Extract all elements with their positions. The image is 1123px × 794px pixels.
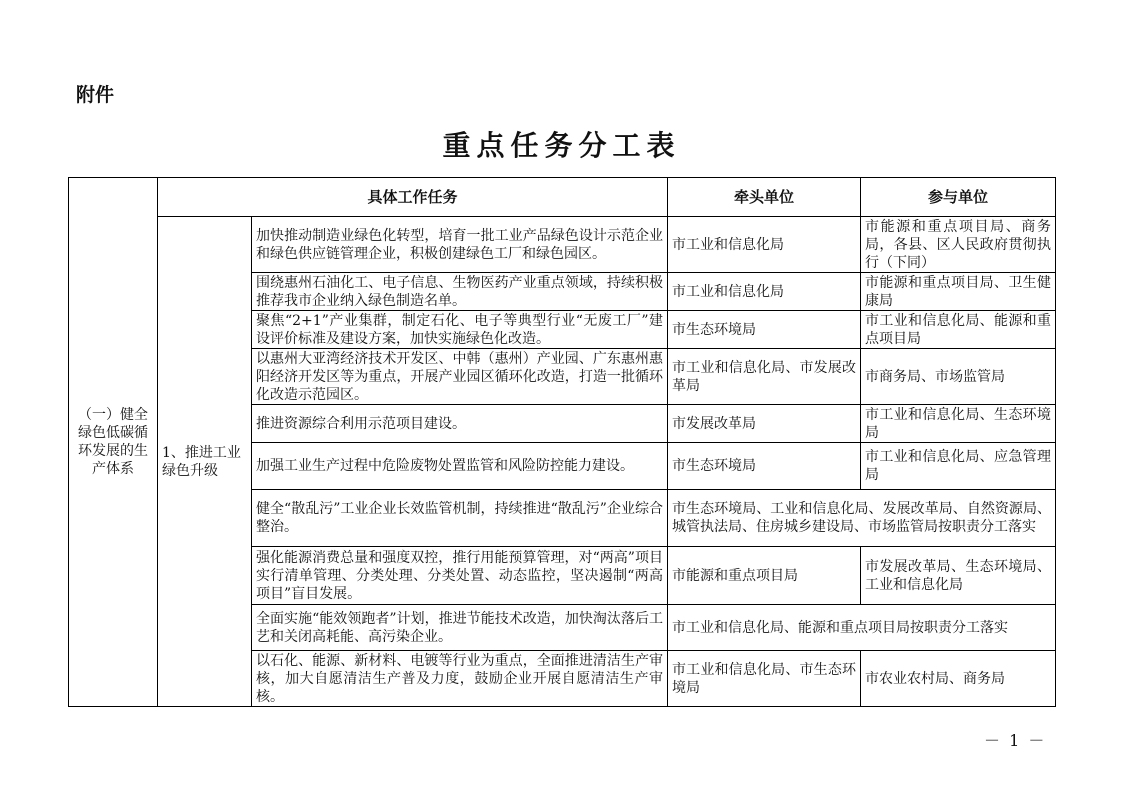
task-cell: 围绕惠州石油化工、电子信息、生物医药产业重点领域，持续积极推荐我市企业纳入绿色制造名单。 bbox=[252, 273, 668, 311]
header-row bbox=[69, 178, 1056, 217]
task-cell: 加快推动制造业绿色化转型，培育一批工业产品绿色设计示范企业和绿色供应链管理企业，积极创建绿色工厂和绿色园区。 bbox=[252, 217, 668, 273]
participate-cell: 市能源和重点项目局、商务局，各县、区人民政府贯彻执行（下同） bbox=[861, 217, 1056, 273]
task-cell: 推进资源综合利用示范项目建设。 bbox=[252, 405, 668, 443]
lead-cell: 市能源和重点项目局 bbox=[668, 547, 861, 605]
header-lead: 牵头单位 bbox=[668, 178, 861, 217]
lead-cell: 市工业和信息化局、市发展改革局 bbox=[668, 349, 861, 405]
task-table bbox=[68, 177, 1056, 707]
task-cell: 以惠州大亚湾经济技术开发区、中韩（惠州）产业园、广东惠州惠阳经济开发区等为重点，开展产业园区循环化改造，打造一批循环化改造示范园区。 bbox=[252, 349, 668, 405]
task-cell: 聚焦“2+1”产业集群，制定石化、电子等典型行业“无废工厂”建设评价标准及建设方案，加快实施绿色化改造。 bbox=[252, 311, 668, 349]
page-title: 重点任务分工表 bbox=[442, 129, 681, 162]
table-row bbox=[69, 217, 1056, 273]
lead-cell: 市工业和信息化局、市生态环境局 bbox=[668, 651, 861, 707]
task-cell: 加强工业生产过程中危险废物处置监管和风险防控能力建设。 bbox=[252, 443, 668, 490]
header-task: 具体工作任务 bbox=[158, 178, 668, 217]
subcategory-cell: 1、推进工业绿色升级 bbox=[158, 217, 252, 707]
task-cell: 以石化、能源、新材料、电镀等行业为重点，全面推进清洁生产审核，加大自愿清洁生产普及力度，鼓励企业开展自愿清洁生产审核。 bbox=[252, 651, 668, 707]
task-cell: 全面实施“能效领跑者”计划，推进节能技术改造，加快淘汰落后工艺和关闭高耗能、高污染企业。 bbox=[252, 605, 668, 651]
participate-cell: 市工业和信息化局、应急管理局 bbox=[861, 443, 1056, 490]
task-cell: 健全“散乱污”工业企业长效监管机制，持续推进“散乱污”企业综合整治。 bbox=[252, 490, 668, 547]
task-cell: 强化能源消费总量和强度双控，推行用能预算管理，对“两高”项目实行清单管理、分类处理、分类处置、动态监控，坚决遏制“两高项目”盲目发展。 bbox=[252, 547, 668, 605]
participate-cell: 市能源和重点项目局、卫生健康局 bbox=[861, 273, 1056, 311]
lead-cell: 市工业和信息化局 bbox=[668, 273, 861, 311]
header-participate: 参与单位 bbox=[861, 178, 1056, 217]
category-cell: （一）健全绿色低碳循环发展的生产体系 bbox=[69, 178, 158, 707]
lead-cell: 市生态环境局 bbox=[668, 443, 861, 490]
participate-cell: 市商务局、市场监管局 bbox=[861, 349, 1056, 405]
lead-cell: 市工业和信息化局 bbox=[668, 217, 861, 273]
merged-unit-cell: 市工业和信息化局、能源和重点项目局按职责分工落实 bbox=[668, 605, 1056, 651]
participate-cell: 市工业和信息化局、能源和重点项目局 bbox=[861, 311, 1056, 349]
participate-cell: 市工业和信息化局、生态环境局 bbox=[861, 405, 1056, 443]
lead-cell: 市生态环境局 bbox=[668, 311, 861, 349]
merged-unit-cell: 市生态环境局、工业和信息化局、发展改革局、自然资源局、城管执法局、住房城乡建设局、市场监管局按职责分工落实 bbox=[668, 490, 1056, 547]
page-number: － 1 － bbox=[984, 731, 1047, 750]
participate-cell: 市发展改革局、生态环境局、工业和信息化局 bbox=[861, 547, 1056, 605]
attachment-label: 附件 bbox=[76, 84, 115, 106]
participate-cell: 市农业农村局、商务局 bbox=[861, 651, 1056, 707]
lead-cell: 市发展改革局 bbox=[668, 405, 861, 443]
